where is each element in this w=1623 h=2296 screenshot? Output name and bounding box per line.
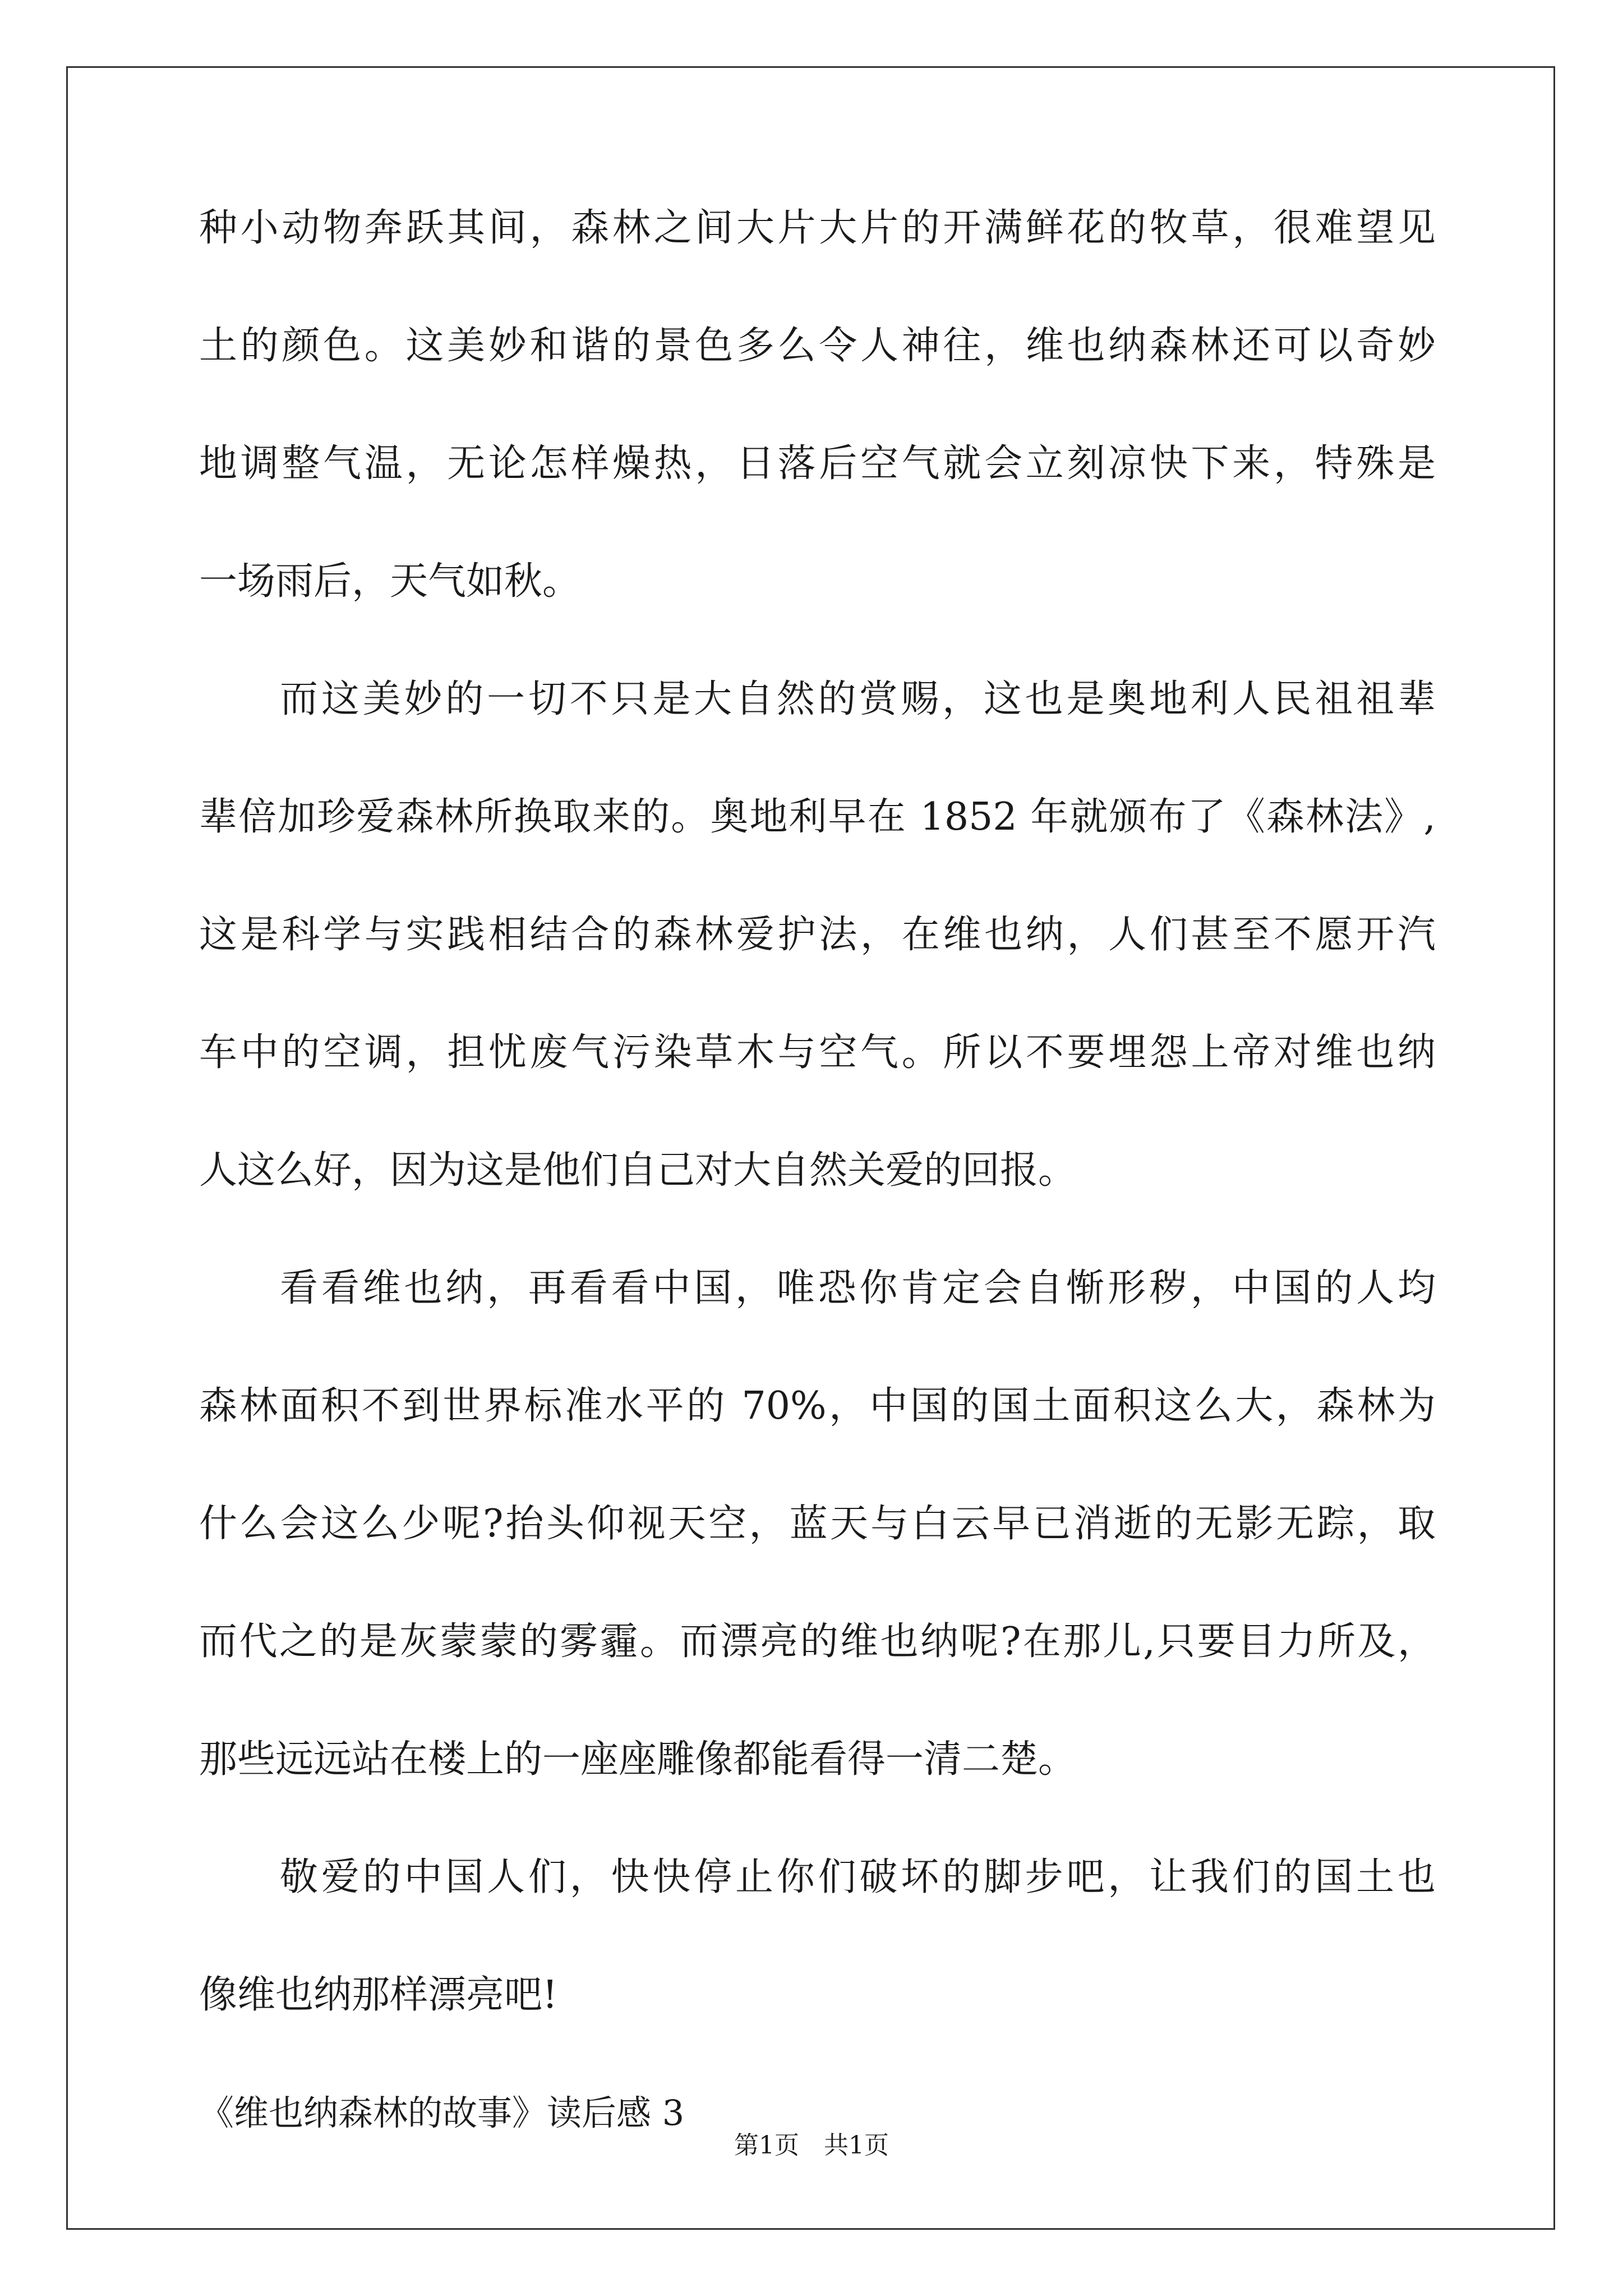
text-line: 森林面积不到世界标准水平的 70%，中国的国土面积这么大，森林为 [199,1384,1436,1428]
text-line: 土的颜色。这美妙和谐的景色多么令人神往，维也纳森林还可以奇妙 [199,324,1436,368]
document-body [199,206,1436,2211]
text-line: 这是科学与实践相结合的森林爱护法，在维也纳，人们甚至不愿开汽 [199,913,1436,957]
paragraph-first-line: 敬爱的中国人们，快快停止你们破坏的脚步吧，让我们的国土也 [280,1855,1436,1899]
text-line: 什么会这么少呢?抬头仰视天空，蓝天与白云早已消逝的无影无踪，取 [199,1502,1436,1546]
text-line: 种小动物奔跃其间，森林之间大片大片的开满鲜花的牧草，很难望见 [199,206,1436,250]
section-heading: 《维也纳森林的故事》读后感 3 [199,2092,685,2133]
paragraph-first-line: 看看维也纳，再看看中国，唯恐你肯定会自惭形秽，中国的人均 [280,1266,1436,1310]
paragraph-first-line: 而这美妙的一切不只是大自然的赏赐，这也是奥地利人民祖祖辈 [280,677,1436,721]
text-line: 那些远远站在楼上的一座座雕像都能看得一清二楚。 [199,1737,1077,1782]
text-line: 车中的空调，担忧废气污染草木与空气。所以不要埋怨上帝对维也纳 [199,1030,1436,1075]
text-line: 地调整气温，无论怎样燥热，日落后空气就会立刻凉快下来，特殊是 [199,441,1436,486]
text-line: 一场雨后，天气如秋。 [199,559,581,604]
text-line: 而代之的是灰蒙蒙的雾霾。而漂亮的维也纳呢?在那儿,只要目力所及， [199,1619,1436,1664]
text-line: 像维也纳那样漂亮吧! [199,1973,558,2017]
text-line: 人这么好，因为这是他们自己对大自然关爱的回报。 [199,1148,1077,1193]
text-line: 辈倍加珍爱森林所换取来的。奥地利早在 1852 年就颁布了《森林法》, [199,795,1436,839]
page-footer: 第1页 共1页 [734,2131,889,2160]
